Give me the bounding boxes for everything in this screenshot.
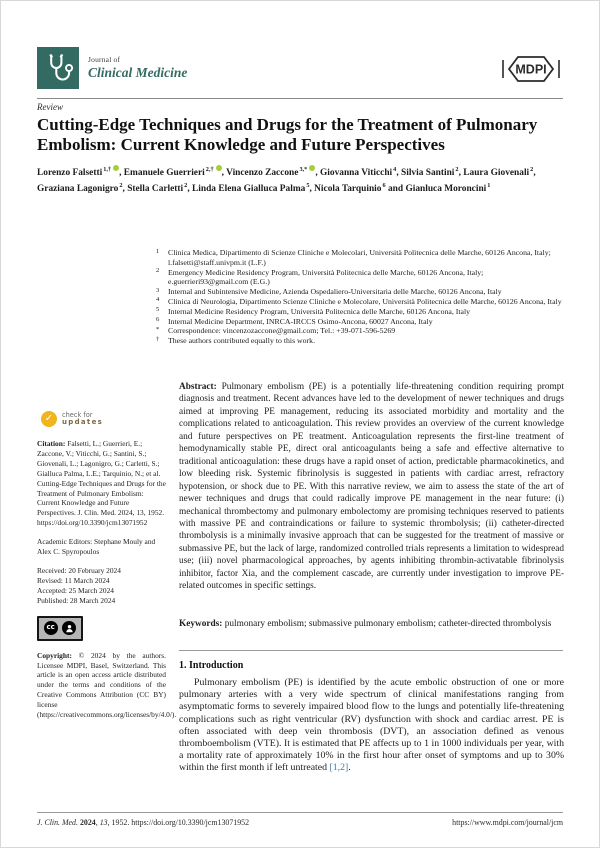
reference-link[interactable]: [1,2] [329, 762, 349, 774]
cc-icon: cc [44, 621, 58, 635]
footer [37, 818, 563, 827]
citation-block [37, 439, 166, 528]
cc-by-person-icon [62, 621, 76, 635]
affiliation-marker: 2 [156, 267, 160, 275]
author: Vincenzo Zaccone$^{3,*}$ [226, 168, 315, 178]
copyright-text: © 2024 by the authors. Licensee MDPI, Basel, Switzerland. This article is an open access article distributed under the terms and conditions of the Creative Commons Attribution (CC BY) license (https://creativecommons.org/licenses/by/4.0/). [37, 650, 177, 720]
affiliation-text: Internal Medicine Residency Program, Università Politecnica delle Marche, 60126 Ancona, Italy [168, 306, 471, 316]
mdpi-logo-text: MDPI [515, 62, 547, 77]
footer-divider [37, 812, 563, 813]
author: Gianluca Moroncini$^1$ [405, 181, 491, 194]
section-heading: 1. Introduction [179, 660, 244, 671]
keywords-text: pulmonary embolism; submassive pulmonary embolism; catheter-directed thrombolysis [224, 619, 552, 629]
introduction-section [179, 660, 564, 775]
affiliation-marker: 4 [156, 296, 160, 304]
author: Giovanna Viticchi$^4$ [320, 166, 397, 179]
check-icon: ✓ [41, 411, 57, 427]
mdpi-logo [499, 52, 563, 86]
dates-list [37, 566, 166, 606]
author: Silvia Santini$^2$ [401, 166, 459, 179]
intro-text: Pulmonary embolism (PE) is identified by the acute embolic obstruction of one or more pulmonary arteries with a very wide spectrum of clinical manifestations ranging from asymptomatic forms to severely impaired blood flow to the lungs and potentially life-threatening complications such as right ventricular (RV) dysfunction with shock and cardiac arrest. PE is often associated with deep vein thrombosis (DVT), an association defined as venous thromboembolism (VTE). It is estimated that PE affects up to 1 in 1000 individuals per year, with a mortality rate of approximately 10% in the first hour after onset of symptoms and up to 30% within the first month if left untreated [179, 677, 564, 774]
affiliation-list [156, 248, 564, 346]
keywords [179, 618, 564, 630]
affiliation-marker: † [156, 335, 160, 343]
author: Nicola Tarquinio$^6$ [314, 181, 386, 194]
sidebar [37, 410, 177, 720]
keywords-label: Keywords: [179, 619, 223, 629]
author: Lorenzo Falsetti$^{1,\dagger}$ [37, 168, 119, 178]
date-row: Accepted: 25 March 2024 [37, 585, 114, 595]
date-row: Revised: 11 March 2024 [37, 575, 110, 585]
cc-by-badge[interactable] [37, 616, 83, 641]
journal-logo [37, 47, 563, 89]
footer-journal-abbrev: J. Clin. Med. [37, 818, 78, 827]
affiliation-item [156, 287, 564, 297]
journal-name: Clinical Medicine [88, 65, 188, 80]
affiliation-item [156, 317, 564, 327]
footer-volume: 13 [99, 818, 108, 827]
date-row: Received: 20 February 2024 [37, 565, 121, 575]
author: Linda Elena Gialluca Palma$^5$ [192, 181, 310, 194]
affiliation-marker: 3 [156, 286, 160, 294]
author: Emanuele Guerrieri$^{2,\dagger}$ [124, 168, 222, 178]
footer-pages: , 1952. [107, 818, 130, 827]
abstract-text: Pulmonary embolism (PE) is a potentially life-threatening condition requiring prompt diagnosis and treatment. Recent advances have led to the development of newer techniques and drugs aimed at improving PE management, reducing its associated morbidity and mortality and the complications related to anticoagulation. This review provides an overview of the current knowledge and future perspectives on PE treatment. Anticoagulation represents the first-line treatment of hemodynamically stable PE, direct oral anticoagulants being a safe and effective alternative to traditional anticoagulation: these drugs have a rapid onset of action, predictable pharmacokinetics, and low bleeding risk. Systemic fibrinolysis is suggested in patients with cardiac arrest, refractory hypotension, or shock due to PE. With this narrative review, we aim to assess the state of the art of newer techniques and drugs that could radically improve PE management in the near future: (i) mechanical thrombectomy and pulmonary embolectomy are promising techniques reserved to patients with massive PE and contraindications or failure to systemic thrombolysis; (ii) catheter-directed thrombolysis is a minimally invasive approach that can be suggested for the treatment of massive or submassive PE, but the lack of large, randomized controlled trials represents a limitation to widespread use; (iii) novel pharmacological approaches, by agents inhibiting thrombin-activatable fibrinolysis inhibitor, factor Xia, and the complement cascade, are currently under investigation to improve PE-related outcomes in specific settings. [179, 382, 564, 592]
abstract [179, 381, 564, 593]
page-header [37, 47, 563, 93]
affiliation-item [156, 268, 564, 288]
copyright-block [37, 650, 177, 720]
academic-editors: Academic Editors: Stephane Mouly and Alex C. Spyropoulos [37, 537, 156, 557]
article-head [37, 102, 563, 195]
affiliation-marker: 1 [156, 247, 160, 255]
affiliation-text: Correspondence: vincenzozaccone@gmail.com; Tel.: +39-071-596-5269 [168, 326, 396, 336]
citation-text: Falsetti, L.; Guerrieri, E.; Zaccone, V.; Viticchi, G.; Santini, S.; Giovenali, L.; Lagonigro, G.; Carletti, S.; Gialluca Palma, L.E.; Tarquinio, N.; et al. Cutting-Edge Techniques and Drugs for the Treatment of Pulmonary Embolism: Current Knowledge and Future Perspectives. J. Clin. Med. 2024, 13, 1952. https://doi.org/10.3390/jcm13071952 [37, 439, 166, 528]
article-type-label: Review [37, 102, 63, 112]
affiliation-text: Internal Medicine Department, INRCA-IRCCS Osimo-Ancona, 60027 Ancona, Italy [168, 316, 433, 326]
author: Stella Carletti$^2$ [127, 181, 188, 194]
check-for-label: check for [62, 410, 93, 419]
affiliation-text: Clinica di Neurologia, Dipartimento Scienze Cliniche e Molecolare, Università Politecnica delle Marche, 60126 Ancona, Italy [168, 296, 562, 306]
check-for-updates-label [62, 412, 103, 427]
author: Graziana Lagonigro$^2$ [37, 181, 123, 194]
stethoscope-icon [37, 47, 79, 89]
footer-year: 2024 [79, 818, 96, 827]
citation-label: Citation: [37, 439, 66, 448]
updates-label: updates [62, 418, 104, 426]
author-list: Lorenzo Falsetti$^{1,\dagger}$ , Emanuele Guerrieri$^{2,\dagger}$ , Vincenzo Zaccone$^{3,*}$ , Giovanna Viticchi$^4$, Silvia Santini$^2$, Laura Giovenali$^2$, Graziana Lagonigro$^2$, Stella Carletti$^2$, Linda Elena Gialluca Palma$^5$, Nicola Tarquinio$^6$ and Gianluca Moroncini$^1$ [37, 166, 536, 194]
affiliation-text: Internal and Subintensive Medicine, Azienda Ospedaliero-Universitaria delle Marche, 60126 Ancona, Italy [168, 287, 502, 297]
affiliation-item [156, 297, 564, 307]
affiliation-marker: * [156, 325, 160, 333]
affiliation-marker: 6 [156, 316, 160, 324]
affiliation-text: Emergency Medicine Residency Program, Università Politecnica delle Marche, 60126 Ancona, Italy; e.guerrieri93@gmail.com (E.G.) [168, 267, 484, 287]
date-row: Published: 28 March 2024 [37, 595, 116, 605]
author: Laura Giovenali$^2$ [463, 166, 534, 179]
affiliation-text: Clinica Medica, Dipartimento di Scienze Cliniche e Molecolari, Università Politecnica delle Marche, 60126 Ancona, Italy; l.falsetti@staff.univpm.it (L.F.) [168, 248, 551, 267]
affiliation-item [156, 248, 564, 268]
journal-name-block [88, 55, 187, 81]
affiliation-item [156, 326, 564, 336]
article-title: Cutting-Edge Techniques and Drugs for the Treatment of Pulmonary Embolism: Current Knowledge and Future Perspectives [37, 115, 538, 154]
abstract-label: Abstract: [179, 382, 217, 392]
affiliation-text: These authors contributed equally to this work. [168, 336, 316, 346]
header-divider [37, 98, 563, 99]
affiliation-marker: 5 [156, 306, 160, 314]
affiliation-item [156, 336, 564, 346]
intro-paragraph [179, 677, 564, 775]
keywords-divider [179, 650, 563, 651]
check-for-updates-badge[interactable] [41, 411, 166, 427]
journal-name-top: Journal of [88, 55, 121, 64]
footer-doi-link[interactable]: https://doi.org/10.3390/jcm13071952 [131, 818, 250, 827]
footer-citation [37, 818, 249, 827]
affiliation-item [156, 307, 564, 317]
footer-sep: , [95, 818, 98, 827]
intro-end: . [348, 762, 351, 774]
copyright-label: Copyright: [37, 650, 72, 660]
footer-journal-link[interactable]: https://www.mdpi.com/journal/jcm [452, 818, 563, 827]
